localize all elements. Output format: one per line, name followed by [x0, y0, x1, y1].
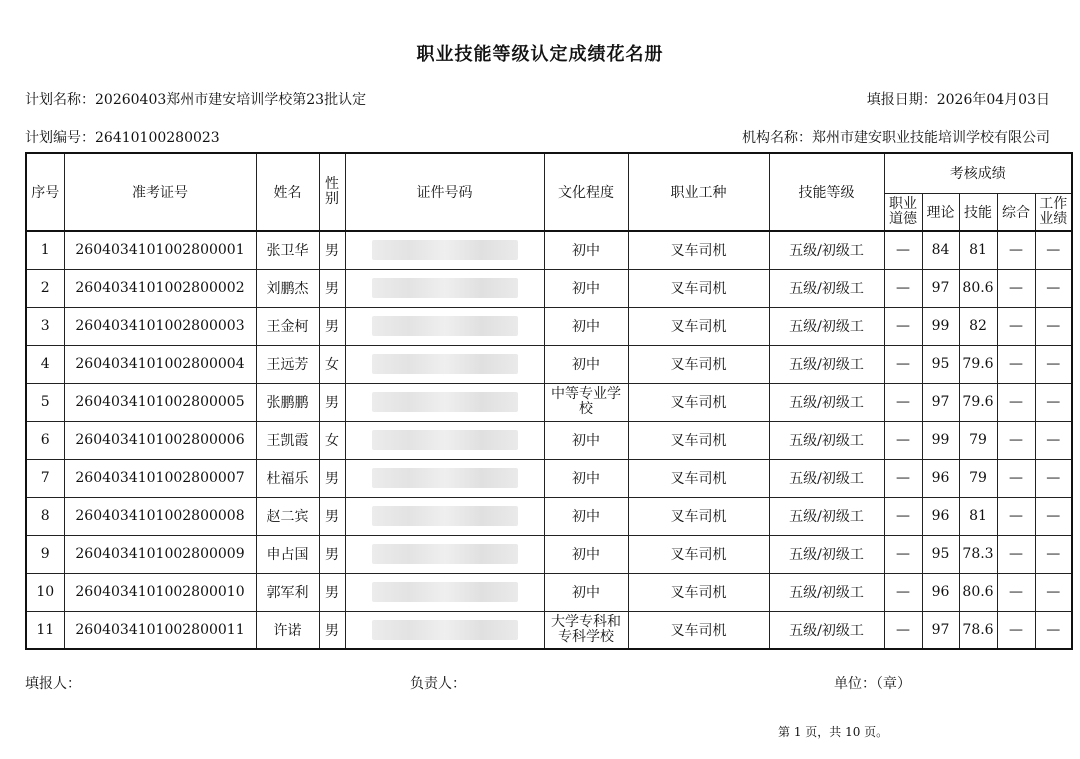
table-row: [26, 497, 1072, 535]
gender-cell: 男: [319, 573, 345, 611]
seq-cell: 2: [26, 269, 64, 307]
ethics-cell: —: [884, 421, 922, 459]
education-cell: 初中: [544, 459, 628, 497]
skill-cell: 78.6: [959, 611, 997, 649]
work-cell: —: [1035, 459, 1072, 497]
skill-cell: 78.3: [959, 535, 997, 573]
gender-cell: 男: [319, 535, 345, 573]
work-cell: —: [1035, 421, 1072, 459]
theory-cell: 99: [922, 307, 959, 345]
gender-cell: 男: [319, 459, 345, 497]
id-number-cell: [345, 307, 544, 345]
header-occupation: 职业工种: [628, 153, 769, 231]
ethics-cell: —: [884, 231, 922, 269]
gender-cell: 男: [319, 497, 345, 535]
redacted-id-number: [372, 620, 518, 640]
table-row: [26, 231, 1072, 269]
education-cell: 初中: [544, 421, 628, 459]
ethics-cell: —: [884, 459, 922, 497]
table-row: [26, 611, 1072, 649]
header-exam-number: 准考证号: [64, 153, 256, 231]
exam-no-cell: 2604034101002800010: [64, 573, 256, 611]
ethics-cell: —: [884, 535, 922, 573]
header-skill-level: 技能等级: [769, 153, 884, 231]
theory-cell: 95: [922, 535, 959, 573]
level-cell: 五级/初级工: [769, 459, 884, 497]
id-number-cell: [345, 611, 544, 649]
education-cell: 初中: [544, 231, 628, 269]
exam-no-cell: 2604034101002800007: [64, 459, 256, 497]
overall-cell: —: [997, 611, 1035, 649]
ethics-cell: —: [884, 611, 922, 649]
skill-cell: 80.6: [959, 573, 997, 611]
gender-cell: 男: [319, 231, 345, 269]
fill-date: 填报日期：2026年04月03日: [866, 92, 1050, 108]
header-gender: 性别: [319, 153, 345, 231]
redacted-id-number: [372, 544, 518, 564]
exam-no-cell: 2604034101002800005: [64, 383, 256, 421]
plan-name: 计划名称：20260403郑州市建安培训学校第23批认定: [25, 92, 367, 108]
ethics-cell: —: [884, 497, 922, 535]
overall-cell: —: [997, 231, 1035, 269]
exam-no-cell: 2604034101002800006: [64, 421, 256, 459]
seq-cell: 5: [26, 383, 64, 421]
work-cell: —: [1035, 611, 1072, 649]
table-row: [26, 345, 1072, 383]
header-id-number: 证件号码: [345, 153, 544, 231]
redacted-id-number: [372, 468, 518, 488]
overall-cell: —: [997, 269, 1035, 307]
education-cell: 初中: [544, 345, 628, 383]
theory-cell: 97: [922, 269, 959, 307]
plan-number: 计划编号：26410100280023: [25, 130, 220, 146]
responsible-label: 负责人：: [410, 676, 466, 692]
ethics-cell: —: [884, 573, 922, 611]
theory-cell: 96: [922, 497, 959, 535]
level-cell: 五级/初级工: [769, 535, 884, 573]
id-number-cell: [345, 497, 544, 535]
overall-cell: —: [997, 345, 1035, 383]
education-cell: 中等专业学校: [544, 383, 628, 421]
skill-cell: 79.6: [959, 345, 997, 383]
work-cell: —: [1035, 383, 1072, 421]
redacted-id-number: [372, 354, 518, 374]
level-cell: 五级/初级工: [769, 383, 884, 421]
redacted-id-number: [372, 240, 518, 260]
gender-cell: 男: [319, 307, 345, 345]
redacted-id-number: [372, 278, 518, 298]
level-cell: 五级/初级工: [769, 269, 884, 307]
header-work: 工作业绩: [1035, 193, 1072, 231]
gender-cell: 男: [319, 383, 345, 421]
unit-label: 单位：（章）: [834, 676, 911, 692]
education-cell: 初中: [544, 307, 628, 345]
seq-cell: 10: [26, 573, 64, 611]
table-row: [26, 535, 1072, 573]
level-cell: 五级/初级工: [769, 345, 884, 383]
overall-cell: —: [997, 421, 1035, 459]
occupation-cell: 叉车司机: [628, 269, 769, 307]
gender-cell: 女: [319, 421, 345, 459]
theory-cell: 96: [922, 459, 959, 497]
score-roster-table: [25, 152, 1073, 650]
id-number-cell: [345, 345, 544, 383]
id-number-cell: [345, 269, 544, 307]
table-row: [26, 269, 1072, 307]
redacted-id-number: [372, 316, 518, 336]
header-education: 文化程度: [544, 153, 628, 231]
skill-cell: 79.6: [959, 383, 997, 421]
level-cell: 五级/初级工: [769, 611, 884, 649]
ethics-cell: —: [884, 307, 922, 345]
theory-cell: 84: [922, 231, 959, 269]
work-cell: —: [1035, 307, 1072, 345]
skill-cell: 79: [959, 421, 997, 459]
gender-cell: 男: [319, 611, 345, 649]
name-cell: 郭军利: [256, 573, 319, 611]
work-cell: —: [1035, 345, 1072, 383]
education-cell: 初中: [544, 269, 628, 307]
occupation-cell: 叉车司机: [628, 421, 769, 459]
header-skill: 技能: [959, 193, 997, 231]
redacted-id-number: [372, 582, 518, 602]
skill-cell: 79: [959, 459, 997, 497]
work-cell: —: [1035, 269, 1072, 307]
gender-cell: 女: [319, 345, 345, 383]
seq-cell: 1: [26, 231, 64, 269]
occupation-cell: 叉车司机: [628, 459, 769, 497]
table-row: [26, 383, 1072, 421]
occupation-cell: 叉车司机: [628, 497, 769, 535]
education-cell: 初中: [544, 573, 628, 611]
table-row: [26, 421, 1072, 459]
occupation-cell: 叉车司机: [628, 573, 769, 611]
id-number-cell: [345, 573, 544, 611]
exam-no-cell: 2604034101002800001: [64, 231, 256, 269]
name-cell: 赵二宾: [256, 497, 319, 535]
redacted-id-number: [372, 392, 518, 412]
table-row: [26, 459, 1072, 497]
overall-cell: —: [997, 383, 1035, 421]
name-cell: 王凯霞: [256, 421, 319, 459]
header-ethics: 职业道德: [884, 193, 922, 231]
name-cell: 王远芳: [256, 345, 319, 383]
level-cell: 五级/初级工: [769, 497, 884, 535]
organization-name: 机构名称：郑州市建安职业技能培训学校有限公司: [742, 130, 1050, 146]
gender-cell: 男: [319, 269, 345, 307]
ethics-cell: —: [884, 383, 922, 421]
exam-no-cell: 2604034101002800009: [64, 535, 256, 573]
level-cell: 五级/初级工: [769, 307, 884, 345]
exam-no-cell: 2604034101002800011: [64, 611, 256, 649]
overall-cell: —: [997, 307, 1035, 345]
exam-no-cell: 2604034101002800008: [64, 497, 256, 535]
work-cell: —: [1035, 535, 1072, 573]
education-cell: 初中: [544, 497, 628, 535]
redacted-id-number: [372, 430, 518, 450]
occupation-cell: 叉车司机: [628, 307, 769, 345]
seq-cell: 11: [26, 611, 64, 649]
header-name: 姓名: [256, 153, 319, 231]
occupation-cell: 叉车司机: [628, 231, 769, 269]
header-seq: 序号: [26, 153, 64, 231]
education-cell: 大学专科和专科学校: [544, 611, 628, 649]
skill-cell: 81: [959, 231, 997, 269]
skill-cell: 80.6: [959, 269, 997, 307]
filler-label: 填报人：: [25, 676, 81, 692]
level-cell: 五级/初级工: [769, 421, 884, 459]
id-number-cell: [345, 535, 544, 573]
id-number-cell: [345, 231, 544, 269]
skill-cell: 82: [959, 307, 997, 345]
theory-cell: 97: [922, 383, 959, 421]
occupation-cell: 叉车司机: [628, 611, 769, 649]
theory-cell: 97: [922, 611, 959, 649]
name-cell: 申占国: [256, 535, 319, 573]
occupation-cell: 叉车司机: [628, 383, 769, 421]
skill-cell: 81: [959, 497, 997, 535]
overall-cell: —: [997, 497, 1035, 535]
work-cell: —: [1035, 497, 1072, 535]
seq-cell: 4: [26, 345, 64, 383]
exam-no-cell: 2604034101002800002: [64, 269, 256, 307]
overall-cell: —: [997, 459, 1035, 497]
overall-cell: —: [997, 573, 1035, 611]
page-title: 职业技能等级认定成绩花名册: [416, 44, 664, 65]
page-indicator: 第 1 页，共 10 页。: [778, 725, 889, 739]
exam-no-cell: 2604034101002800003: [64, 307, 256, 345]
id-number-cell: [345, 421, 544, 459]
ethics-cell: —: [884, 345, 922, 383]
name-cell: 张鹏鹏: [256, 383, 319, 421]
header-scores: 考核成绩: [884, 153, 1072, 193]
occupation-cell: 叉车司机: [628, 345, 769, 383]
table-row: [26, 307, 1072, 345]
theory-cell: 96: [922, 573, 959, 611]
seq-cell: 9: [26, 535, 64, 573]
seq-cell: 3: [26, 307, 64, 345]
name-cell: 王金柯: [256, 307, 319, 345]
id-number-cell: [345, 383, 544, 421]
ethics-cell: —: [884, 269, 922, 307]
seq-cell: 7: [26, 459, 64, 497]
theory-cell: 99: [922, 421, 959, 459]
seq-cell: 8: [26, 497, 64, 535]
level-cell: 五级/初级工: [769, 573, 884, 611]
education-cell: 初中: [544, 535, 628, 573]
exam-no-cell: 2604034101002800004: [64, 345, 256, 383]
name-cell: 张卫华: [256, 231, 319, 269]
name-cell: 刘鹏杰: [256, 269, 319, 307]
overall-cell: —: [997, 535, 1035, 573]
work-cell: —: [1035, 231, 1072, 269]
name-cell: 许诺: [256, 611, 319, 649]
occupation-cell: 叉车司机: [628, 535, 769, 573]
id-number-cell: [345, 459, 544, 497]
theory-cell: 95: [922, 345, 959, 383]
seq-cell: 6: [26, 421, 64, 459]
table-row: [26, 573, 1072, 611]
header-overall: 综合: [997, 193, 1035, 231]
redacted-id-number: [372, 506, 518, 526]
name-cell: 杜福乐: [256, 459, 319, 497]
work-cell: —: [1035, 573, 1072, 611]
level-cell: 五级/初级工: [769, 231, 884, 269]
header-theory: 理论: [922, 193, 959, 231]
